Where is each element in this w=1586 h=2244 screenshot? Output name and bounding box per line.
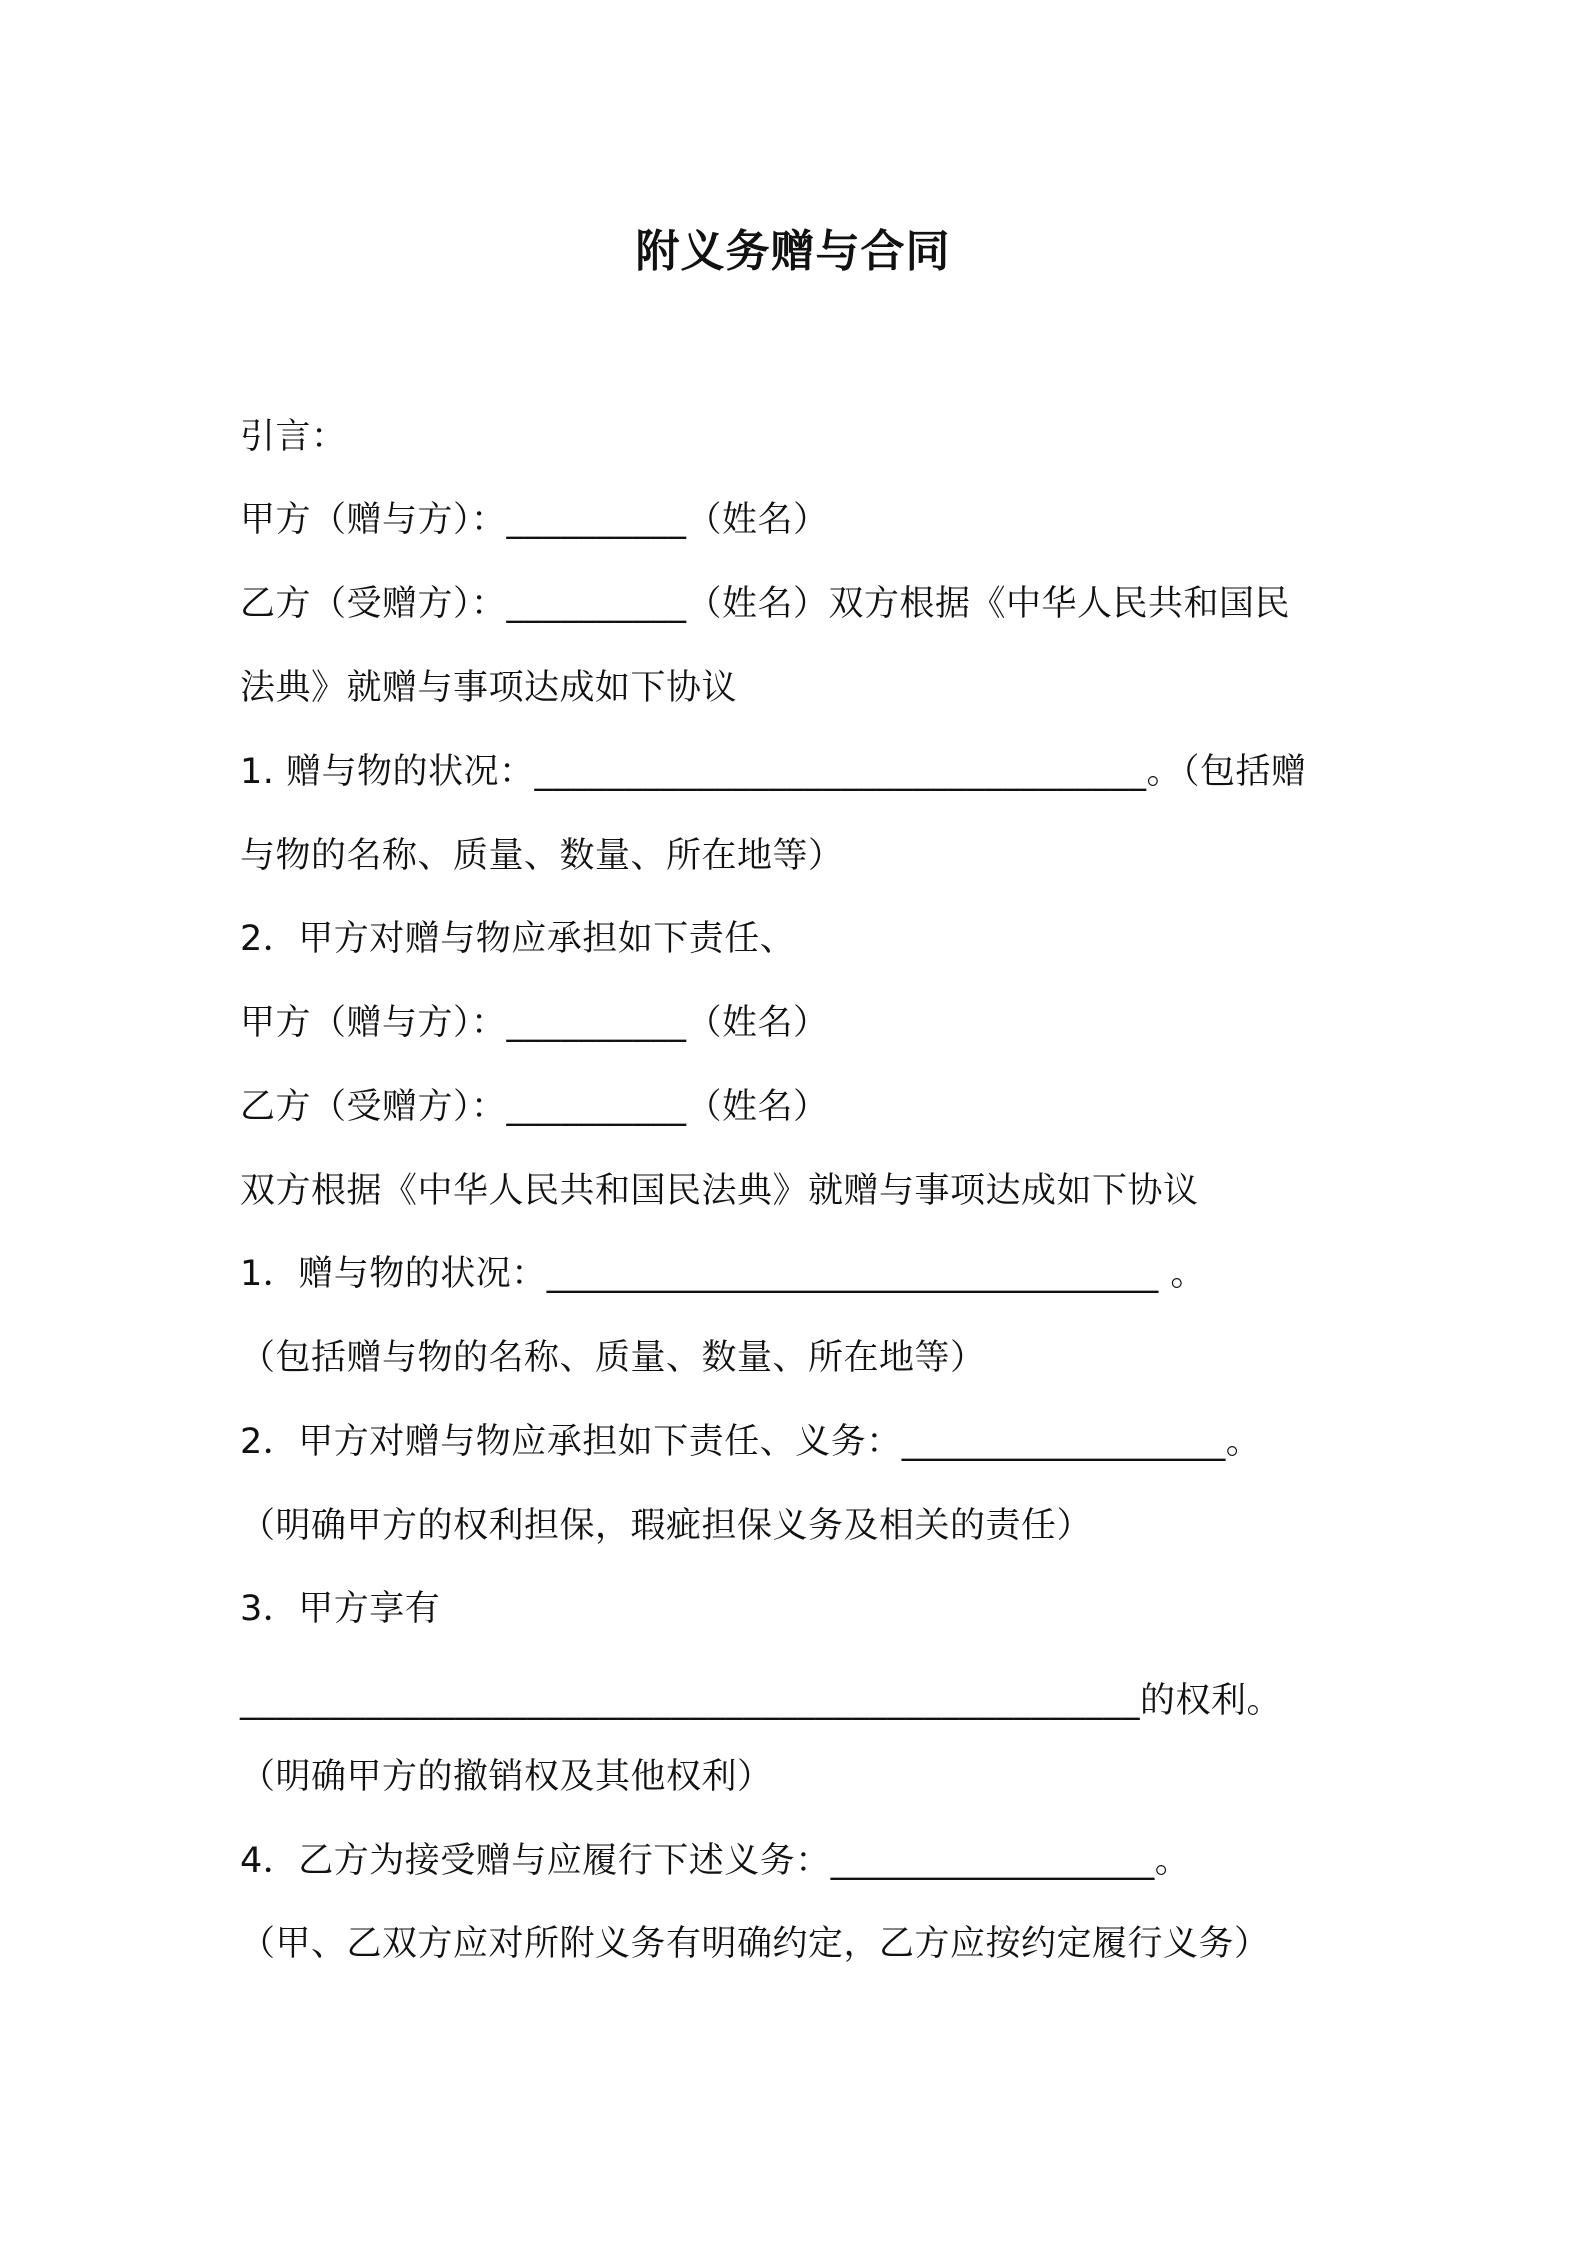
party-a-line: 甲方（赠与方）：__________（姓名）: [240, 500, 829, 540]
clause-4-line: 4．乙方为接受赠与应履行下述义务：__________________。: [240, 1841, 1191, 1881]
clause-2-line-repeat: 2．甲方对赠与物应承担如下责任、义务：__________________。: [240, 1422, 1262, 1462]
party-b-line: 乙方（受赠方）：__________（姓名）双方根据《中华人民共和国民: [240, 584, 1291, 624]
clause-2-note: （明确甲方的权利担保，瑕疵担保义务及相关的责任）: [240, 1506, 1093, 1546]
clause-1-note-repeat: （包括赠与物的名称、质量、数量、所在地等）: [240, 1338, 986, 1378]
clause-3-line: 3．甲方享有: [240, 1589, 441, 1629]
clause-4-note: （甲、乙双方应对所附义务有明确约定，乙方应按约定履行义务）: [240, 1924, 1270, 1964]
party-b-line-repeat: 乙方（受赠方）：__________（姓名）: [240, 1087, 829, 1127]
clause-1-line-repeat: 1．赠与物的状况：__________________________________ 。: [240, 1254, 1206, 1294]
agreement-line: 法典》就赠与事项达成如下协议: [240, 668, 738, 708]
clause-2-line: 2．甲方对赠与物应承担如下责任、: [240, 919, 796, 959]
clause-1-line: 1. 赠与物的状况：__________________________________。（包括赠: [240, 752, 1307, 792]
clause-3-blank-line: __________________________________________________的权利。: [240, 1681, 1283, 1721]
party-a-line-repeat: 甲方（赠与方）：__________（姓名）: [240, 1003, 829, 1043]
intro-label: 引言：: [240, 417, 347, 457]
agreement-line-repeat: 双方根据《中华人民共和国民法典》就赠与事项达成如下协议: [240, 1171, 1199, 1211]
clause-3-note: （明确甲方的撤销权及其他权利）: [240, 1757, 773, 1797]
document-title: 附义务赠与合同: [635, 226, 951, 277]
clause-1-note: 与物的名称、质量、数量、所在地等）: [240, 836, 844, 876]
